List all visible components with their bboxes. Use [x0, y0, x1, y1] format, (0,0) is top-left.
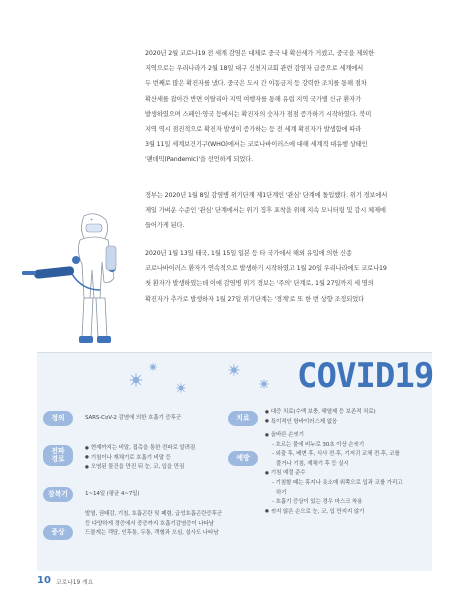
label-incubation: 잠복기 [43, 487, 73, 502]
paragraph-line: 두 번째로 많은 확진자를 냈다. 중국은 도시 간 이동금지 등 강력한 조치를 통해 점차 [145, 80, 367, 88]
info-item: ● 올바른 손씻기 [265, 431, 402, 441]
info-item: ● 기침이나 재채기로 호흡기 비말 등 [85, 454, 195, 464]
info-item: ● 현재까지는 비말, 접촉을 통한 전파로 알려짐 [85, 444, 195, 454]
info-item: - 호흡기 증상이 있는 경우 마스크 착용 [272, 499, 363, 506]
page-number: 10 [37, 575, 51, 586]
virus-icon [128, 372, 144, 388]
paragraph-line: 들어가게 된다. [145, 222, 185, 230]
paragraph-line: 지역 역시 점진적으로 확진자 발생이 증가하는 등 전 세계 확진자가 발생함에 따라 [145, 126, 362, 134]
info-item: ● 특이적인 항바이러스제 없음 [265, 418, 376, 428]
info-item: 발열, 권태감, 기침, 호흡곤란 및 폐렴, 급성호흡곤란증후군 [85, 511, 223, 517]
paragraph-line: 제일 가벼운 수준인 '관심' 단계에서는 위기 징후 포착을 위해 지속 모니터링 및 감시 체제에 [145, 207, 386, 215]
paragraph-line: '팬데믹(Pandemic)'을 선언하게 되었다. [145, 156, 253, 164]
info-item: 하기 [276, 489, 287, 496]
paragraph-pandemic-overview [145, 46, 445, 168]
label-definition: 정의 [43, 411, 73, 426]
treatment-text [265, 408, 376, 427]
prevention-text [265, 431, 402, 517]
label-treatment: 치료 [228, 411, 258, 426]
info-item: 풀거나 기침, 재채기 후 등 실시 [276, 460, 349, 467]
paragraph-line: 정부는 2020년 1월 8일 감염병 위기단계 제1단계인 '관심' 단계에 돌입했다. 위기 경보에서 [145, 192, 388, 199]
info-item: - 기침할 때는 휴지나 옷소매 위쪽으로 입과 코를 가리고 [272, 479, 403, 486]
paragraph-line: 첫 환자가 발생하였는데 이에 감염병 위기 경보는 '주의' 단계로, 1월 27일까지 세 명의 [145, 280, 374, 288]
info-item: ● 기침 예절 준수 [265, 469, 402, 479]
paragraph-line: 코로나바이러스 환자가 연속적으로 발생하기 시작하였고 1월 20일 우리나라에도 코로나19 [145, 265, 387, 273]
paragraph-line: 2020년 2월 코로나19 전 세계 감염은 대체로 중국 내 확산세가 거셌고, 중국을 제외한 [145, 50, 375, 57]
paragraph-alert-stage-interest [145, 188, 445, 234]
info-item: 등 다양하게 경증에서 중증까지 호흡기감염증이 나타남 [85, 520, 214, 527]
covid19-title: COVID19 [297, 356, 434, 396]
info-item: - 흐르는 물에 비누로 30초 이상 손씻기 [272, 441, 365, 448]
paragraph-line: 지역으로는 우리나라가 2월 18일 대구 신천지교회 관련 감염자 급증으로 세계에서 [145, 65, 364, 73]
info-item: - 외출 후, 배변 후, 식사 전·후, 기저귀 교체 전·후, 코를 [272, 451, 400, 458]
label-symptoms: 증상 [43, 525, 73, 540]
label-prevention: 예방 [228, 451, 258, 466]
info-item: 1~14일 (평균 4~7일) [85, 491, 140, 497]
info-item: ● 씻지 않은 손으로 눈, 코, 입 만지지 않기 [265, 508, 402, 518]
paragraph-line: 2020년 1월 13일 태국, 1월 15일 일본 등 타 국가에서 해외 유입에 의한 신종 [145, 250, 352, 257]
info-item: ● 대증 치료(수액 보충, 해열제 등 보존적 치료) [265, 408, 376, 418]
paragraph-line: 3월 11일 세계보건기구(WHO)에서는 코로나바이러스에 대해 세계적 대유행 상태인 [145, 141, 368, 149]
virus-icon [148, 362, 158, 372]
paragraph-line: 확진자가 추가로 발생하자 1월 27일 위기단계는 '경계'로 또 한 번 상향 조정되었다 [145, 295, 365, 303]
virus-icon [258, 378, 270, 390]
incubation-text [85, 490, 139, 500]
paragraph-line: 확산세를 잡아간 반면 이탈리아 지역 여행자를 통해 유럽 지역 국가별 신규 환자가 [145, 95, 362, 103]
transmission-text [85, 444, 195, 473]
symptoms-text [85, 510, 222, 539]
paragraph-line: 발생하였으며 스페인·영국 등에서는 확진자의 숫자가 점점 증가하기 시작하였다. 북미 [145, 110, 372, 118]
paragraph-alert-stage-escalation [145, 246, 445, 307]
disinfection-worker-illustration [20, 208, 135, 353]
footer-section-title: 코로나19 개요 [56, 580, 94, 586]
virus-icon [175, 382, 187, 394]
svg-text:+: + [90, 217, 94, 222]
definition-text [85, 414, 181, 424]
virus-icon [227, 363, 241, 377]
info-item: 드물게는 객담, 인후통, 두통, 객혈과 오심, 설사도 나타남 [85, 530, 219, 537]
info-item: SARS-CoV-2 감염에 의한 호흡기 증후군 [85, 415, 182, 421]
info-item: ● 오염된 물건을 만진 뒤 눈, 코, 입을 만짐 [85, 463, 195, 473]
label-transmission: 전파 경로 [43, 445, 73, 466]
